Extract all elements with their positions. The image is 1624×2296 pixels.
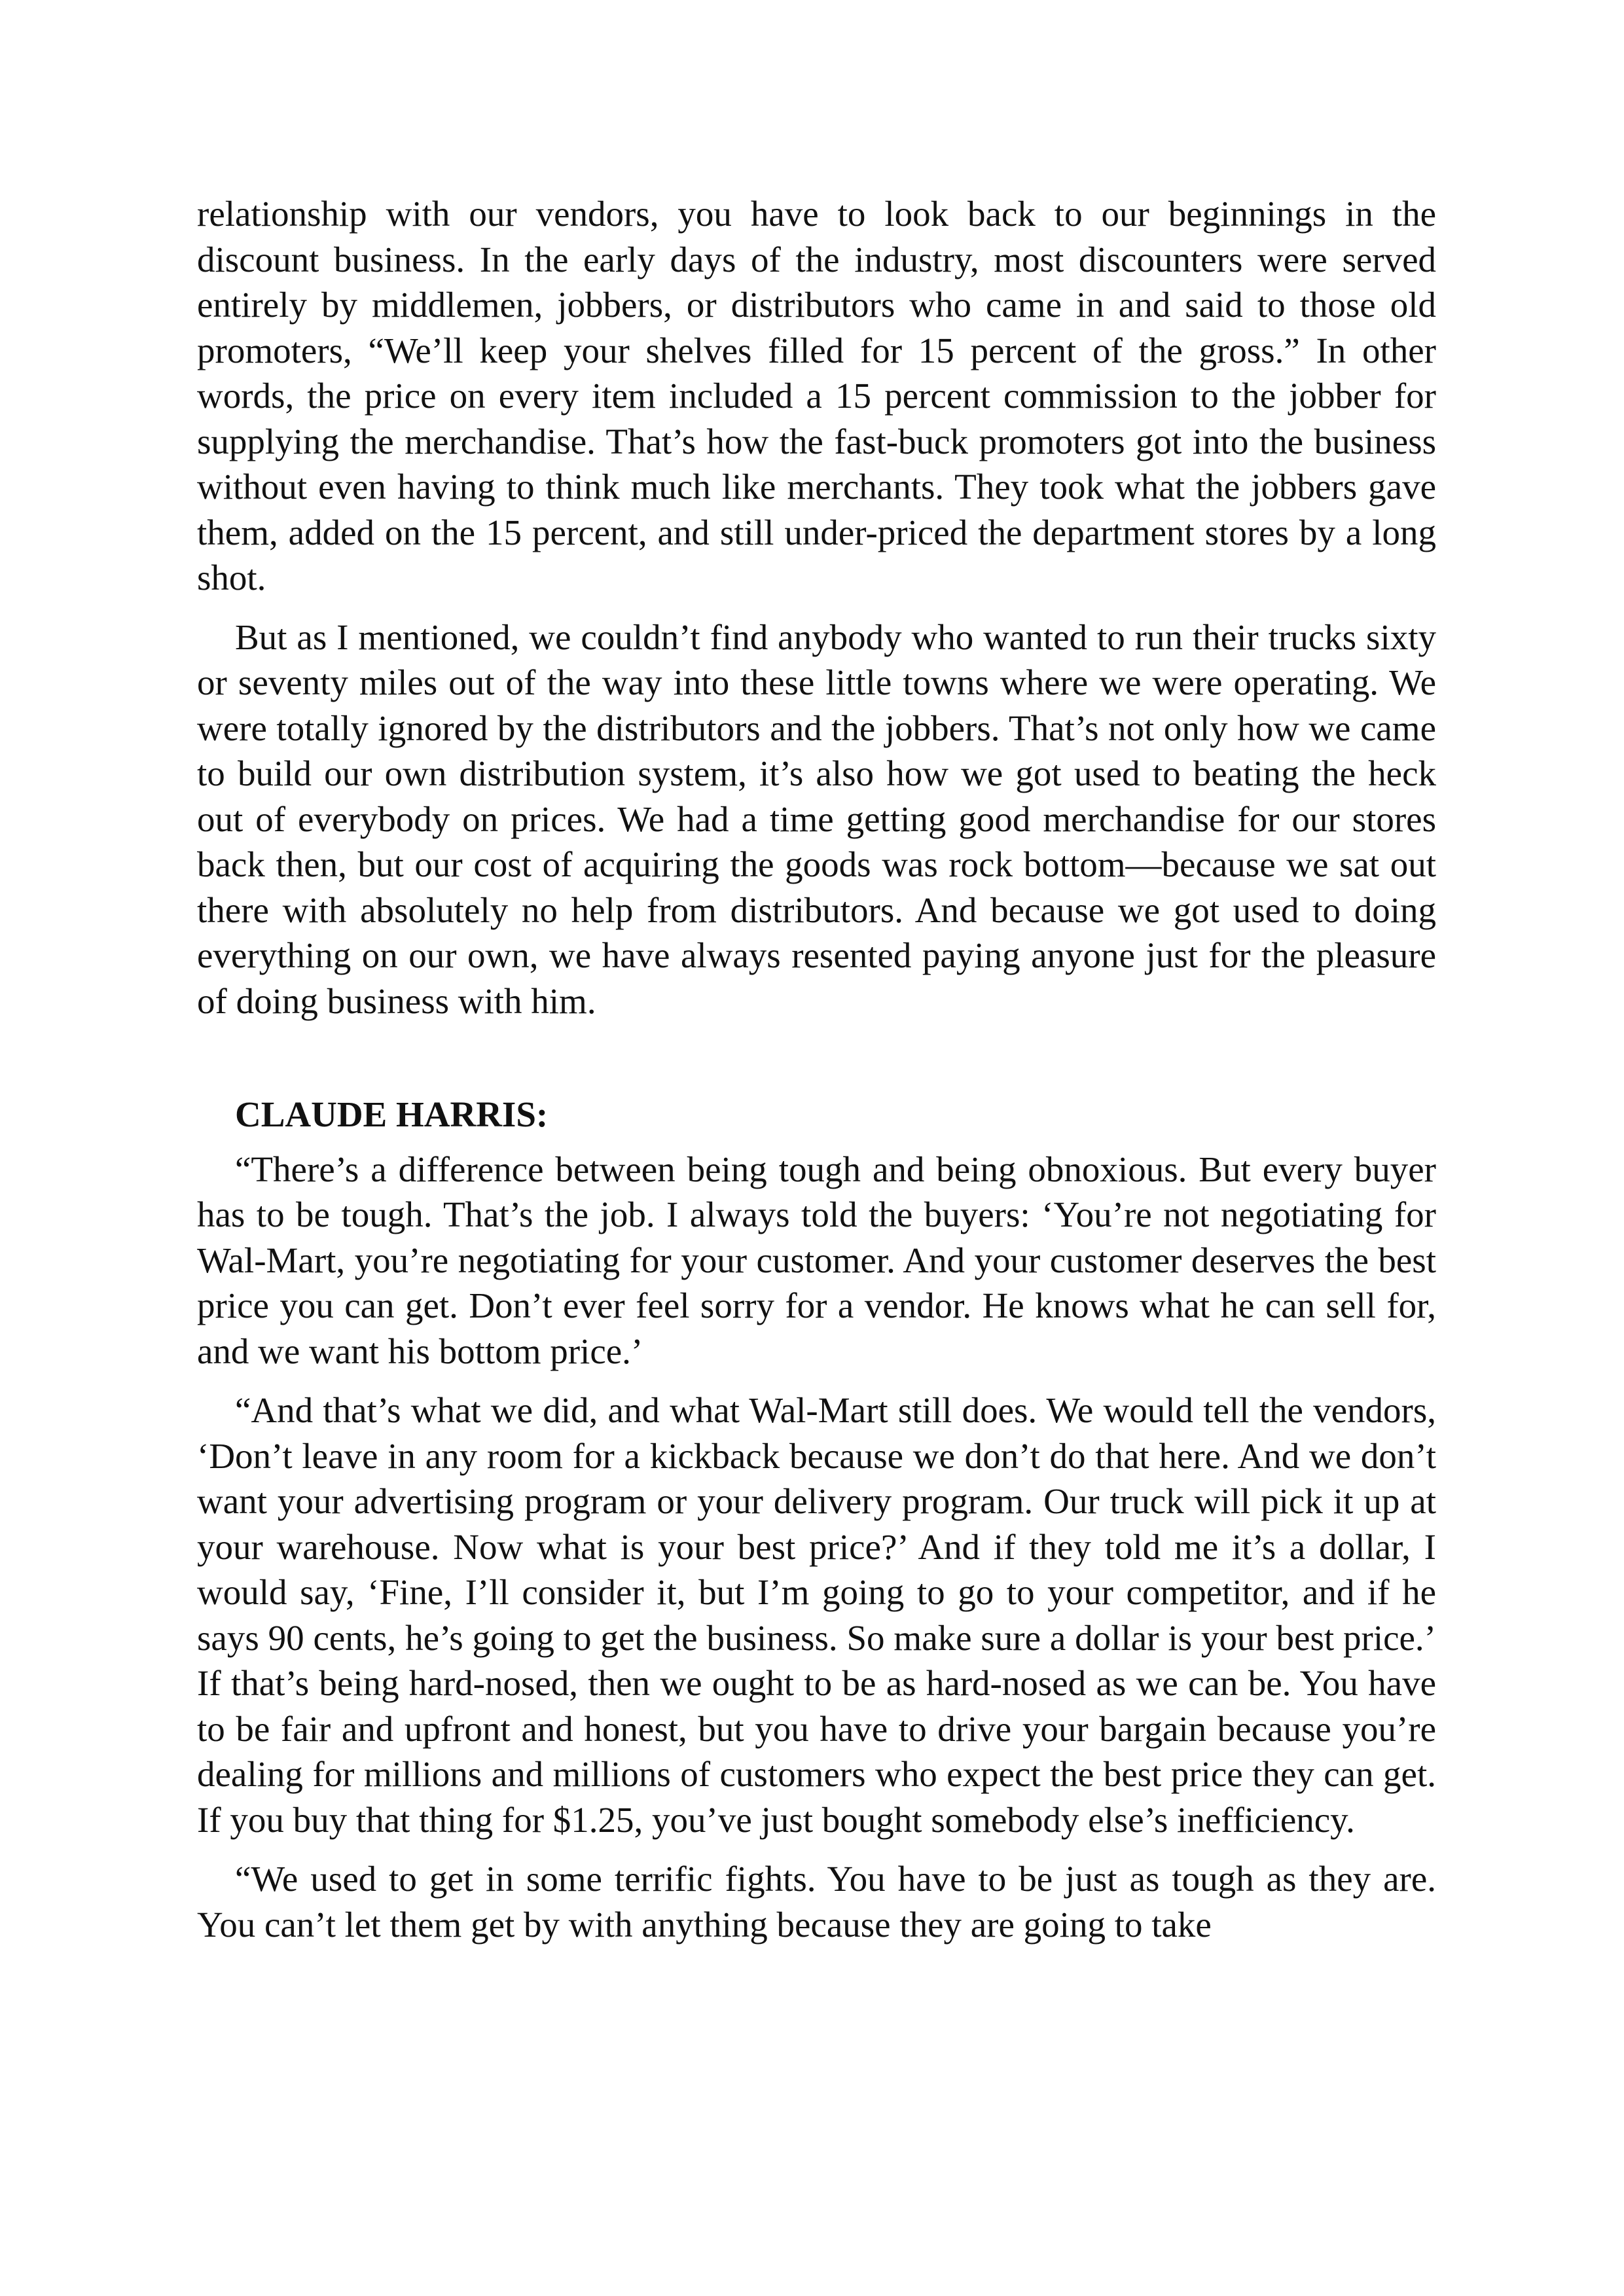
paragraph-vendor-beginnings: relationship with our vendors, you have to look back to our beginnings in the discount business. In the early days of the industry, most discounters were served entirely by middlemen, jobbers, or distributors who came in and said to those old promoters, “We’ll keep your shelves filled for 15 percent of the gross.” In other words, the price on every item included a 15 percent commission to the jobber for supplying the merchandise. That’s how the fast-buck promoters got into the business without even having to think much like merchants. They took what the jobbers gave them, added on the 15 percent, and still under-priced the department stores by a long shot. bbox=[197, 194, 1436, 598]
paragraph-tough-buyer: “There’s a difference between being tough and being obnoxious. But every buyer has to be tough. That’s the job. I always told the buyers: ‘You’re not negotiating for Wal-Mart, you’re negotiating for your customer. And your customer deserves the best price you can get. Don’t ever feel sorry for a vendor. He knows what he can sell for, and we want his bottom price.’ bbox=[197, 1149, 1436, 1371]
section-heading-claude-harris: CLAUDE HARRIS: bbox=[235, 1094, 549, 1134]
paragraph-distribution-system: But as I mentioned, we couldn’t find anybody who wanted to run their trucks sixty or seventy miles out of the way into these little towns where we were operating. We were totally ignored by the distributors and the jobbers. That’s not only how we came to build our own distribution system, it’s also how we got used to beating the heck out of everybody on prices. We had a time getting good merchandise for our stores back then, but our cost of acquiring the goods was rock bottom—because we sat out there with absolutely no help from distributors. And because we got used to doing everything on our own, we have always resented paying anyone just for the pleasure of doing business with him. bbox=[197, 617, 1436, 1021]
paragraph-best-price: “And that’s what we did, and what Wal-Mart still does. We would tell the vendors, ‘Don’t leave in any room for a kickback because we don’t do that here. And we don’t want your advertising program or your delivery program. Our truck will pick it up at your warehouse. Now what is your best price?’ And if they told me it’s a dollar, I would say, ‘Fine, I’ll consider it, but I’m going to go to your competitor, and if he says 90 cents, he’s going to get the business. So make sure a dollar is your best price.’ If that’s being hard-nosed, then we ought to be as hard-nosed as we can be. You have to be fair and upfront and honest, but you have to drive your bargain because you’re dealing for millions and millions of customers who expect the best price they can get. If you buy that thing for $1.25, you’ve just bought somebody else’s inefficiency. bbox=[197, 1390, 1436, 1840]
book-page bbox=[197, 191, 1436, 1947]
paragraph-terrific-fights: “We used to get in some terrific fights. You have to be just as tough as they are. You can’t let them get by with anything because they are going to take bbox=[197, 1859, 1436, 1945]
